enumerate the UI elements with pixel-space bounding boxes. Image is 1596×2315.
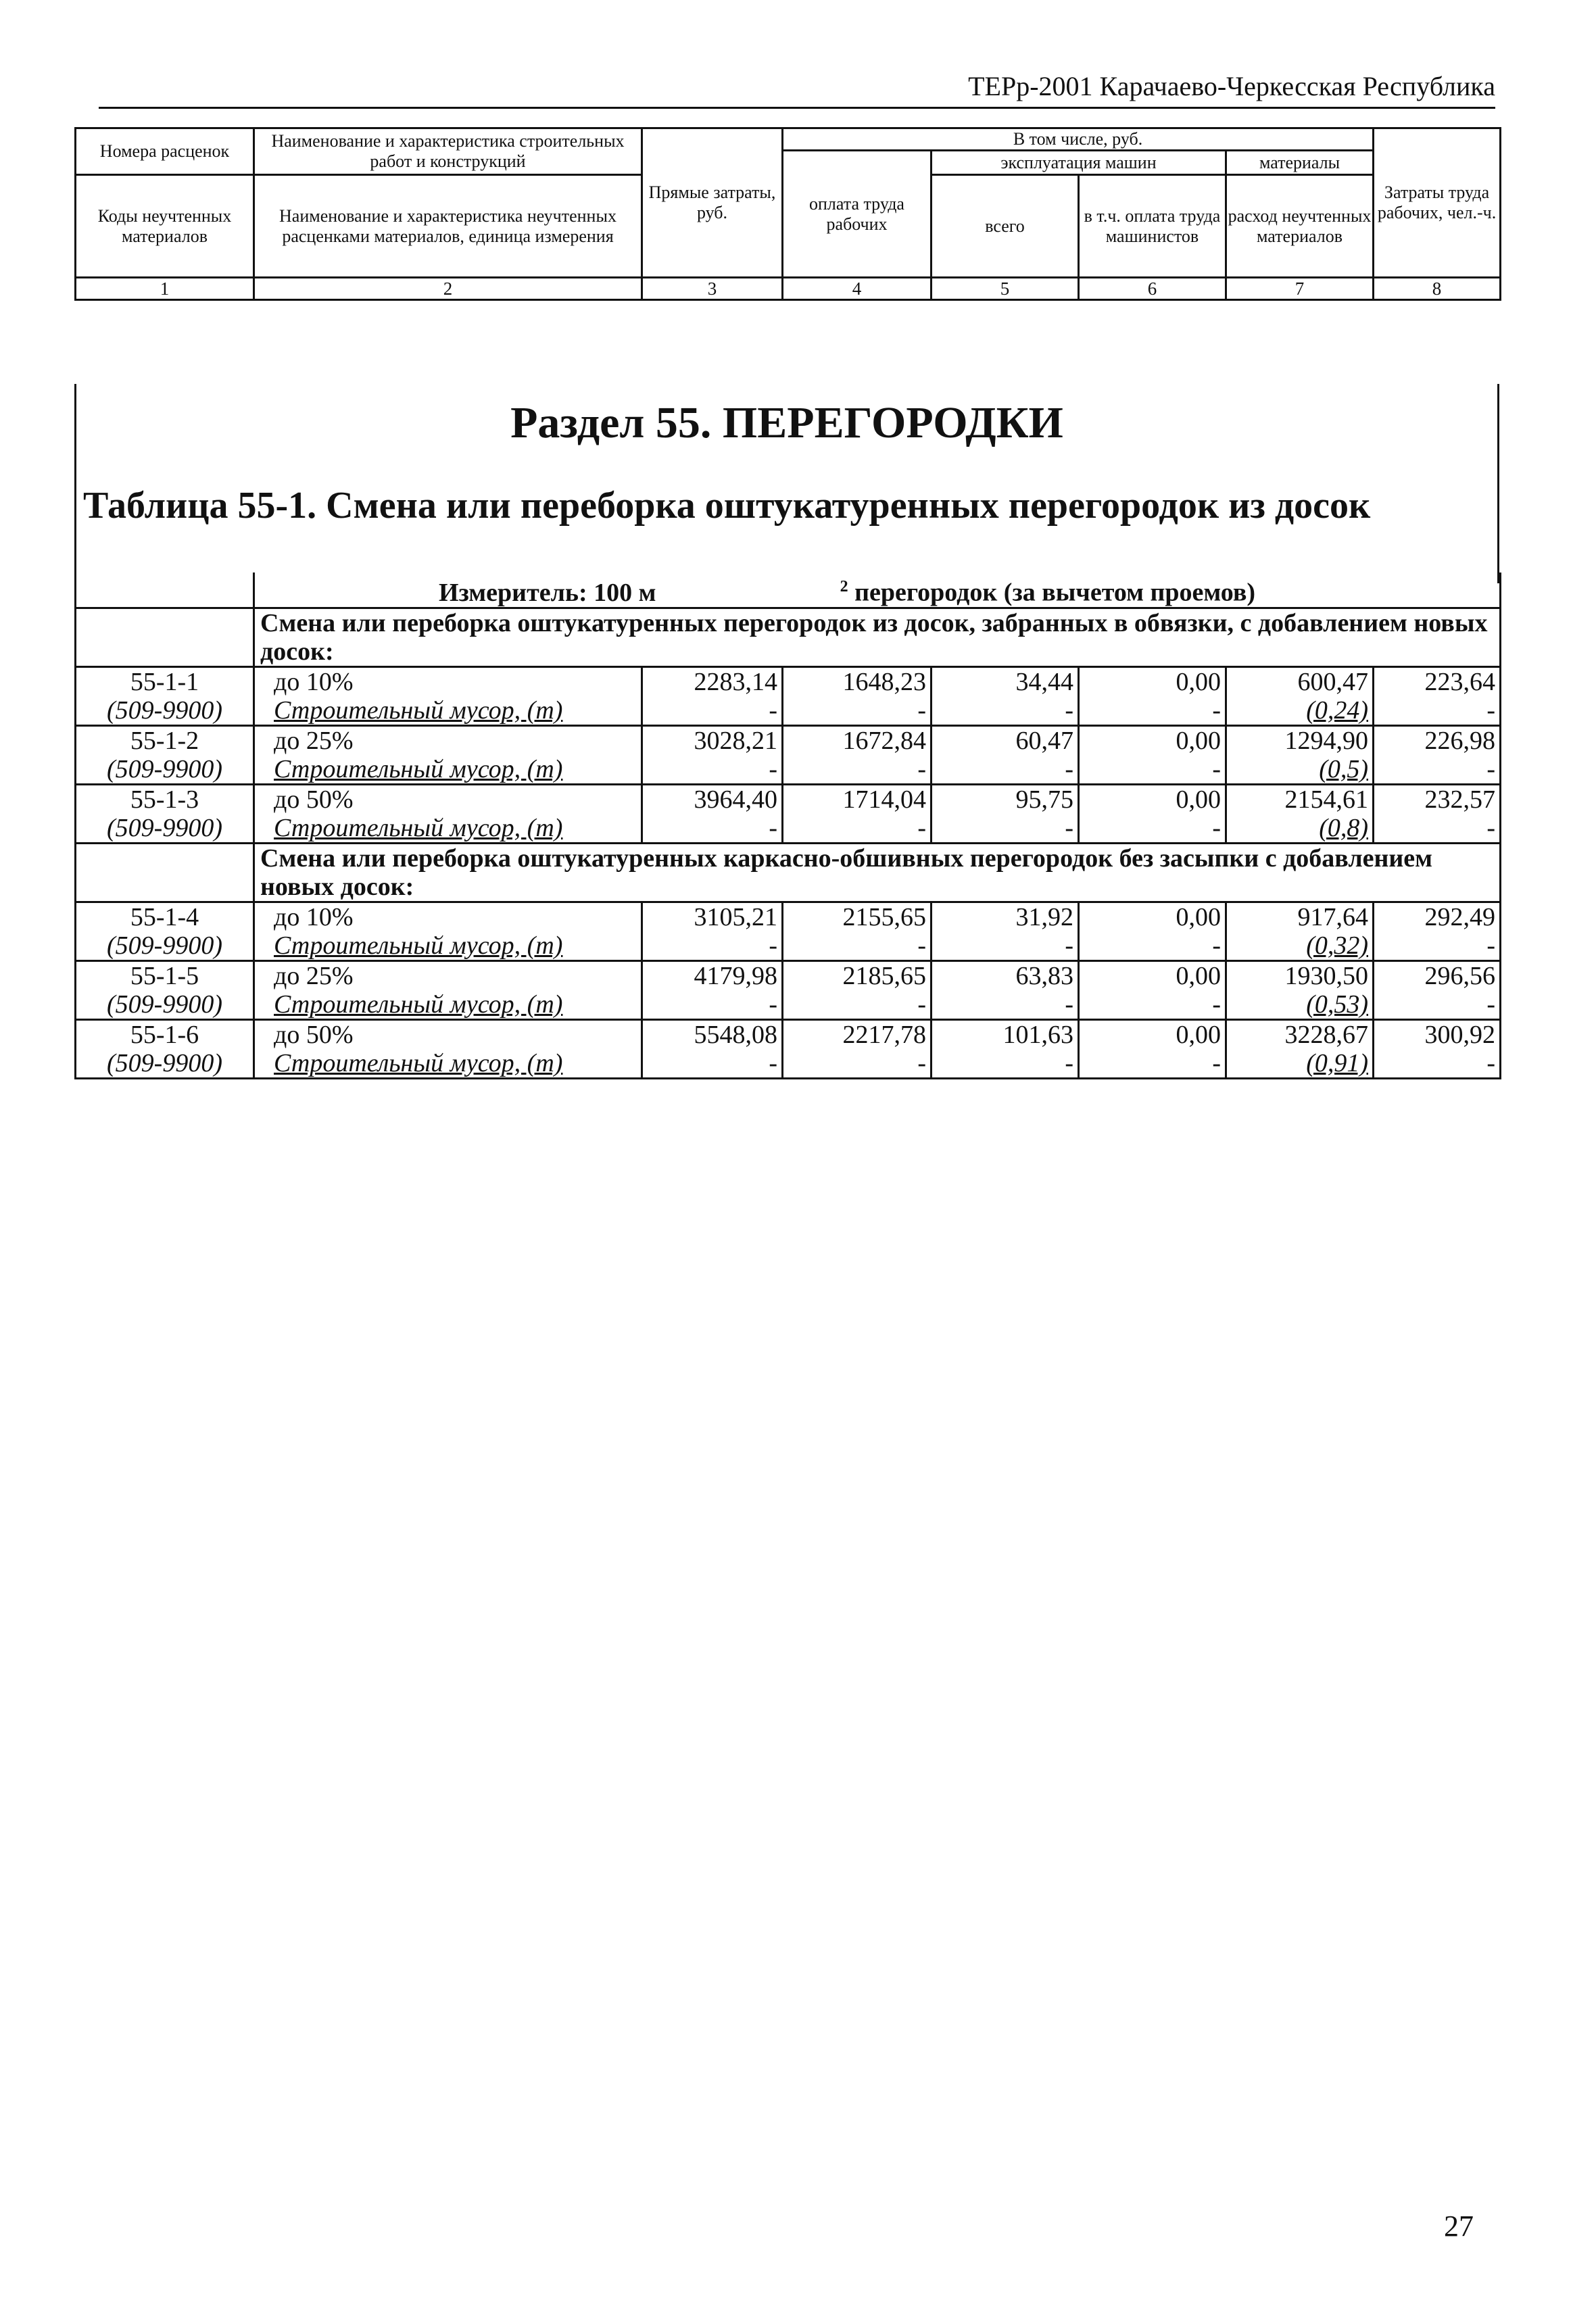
value: 2155,65	[842, 902, 926, 931]
rate-code-cell	[76, 725, 254, 784]
material-value: (0,32)	[1306, 931, 1368, 960]
table-row	[76, 666, 1501, 725]
table-row	[76, 1019, 1501, 1078]
section-title: Раздел 55. ПЕРЕГОРОДКИ	[510, 398, 1063, 447]
rate-code-cell	[76, 960, 254, 1019]
value: 300,92	[1424, 1020, 1496, 1049]
value: 1672,84	[842, 726, 926, 755]
material-value: -	[1486, 813, 1496, 842]
group-header: Смена или переборка оштукатуренных перегородок из досок, забранных в обвязки, с добавлением новых досок:	[254, 608, 1501, 666]
table-row	[76, 902, 1501, 960]
material-value: -	[1065, 990, 1073, 1019]
value: 600,47	[1297, 667, 1368, 696]
value-cell-col5	[932, 960, 1079, 1019]
rate-code: 55-1-2	[130, 726, 199, 755]
value-cell-col7	[1226, 1019, 1374, 1078]
table-title: Таблица 55-1. Смена или переборка оштукатуренных перегородок из досок	[83, 485, 1371, 527]
value: 0,00	[1176, 667, 1221, 696]
value: 226,98	[1424, 726, 1496, 755]
material-value: (0,24)	[1306, 696, 1368, 725]
rate-code-cell	[76, 666, 254, 725]
col-work-name: Наименование и характеристика строительных работ и конструкций	[254, 128, 642, 175]
material-value: -	[1212, 1048, 1221, 1077]
material-value: -	[769, 990, 777, 1019]
material-code: (509-9900)	[107, 931, 222, 960]
material-value: -	[1212, 990, 1221, 1019]
rate-name-cell	[254, 666, 642, 725]
material-name: Строительный мусор, (т)	[274, 754, 563, 783]
value-cell-col4	[783, 784, 932, 843]
value-cell-col8	[1374, 960, 1501, 1019]
material-value: -	[1486, 754, 1496, 783]
value: 3105,21	[694, 902, 777, 931]
rate-name: до 25%	[274, 961, 354, 990]
value: 1648,23	[842, 667, 926, 696]
measure-row	[76, 572, 1501, 608]
material-value: -	[1486, 696, 1496, 725]
value: 2154,61	[1284, 785, 1368, 814]
material-code: (509-9900)	[107, 1048, 222, 1077]
value-cell-col6	[1079, 902, 1226, 960]
rate-name-cell	[254, 1019, 642, 1078]
material-name: Строительный мусор, (т)	[274, 696, 563, 725]
column-numbers-row	[76, 278, 1501, 300]
table-row	[76, 784, 1501, 843]
rate-code: 55-1-4	[130, 902, 199, 931]
value: 0,00	[1176, 785, 1221, 814]
col-rates-number: Номера расценок	[76, 128, 254, 175]
material-code: (509-9900)	[107, 696, 222, 725]
rate-code: 55-1-1	[130, 667, 199, 696]
measure-unit: Измеритель: 100 м $^2$ перегородок (за вычетом проемов)	[254, 572, 1501, 608]
material-value: -	[1065, 1048, 1073, 1077]
col-material-codes: Коды неучтенных материалов	[76, 175, 254, 278]
value-cell-col8	[1374, 902, 1501, 960]
value-cell-col5	[932, 1019, 1079, 1078]
col-num: 2	[254, 278, 642, 300]
group-header-spacer	[76, 608, 254, 666]
col-machines-total: всего	[932, 175, 1079, 278]
value-cell-col5	[932, 784, 1079, 843]
value-cell-col8	[1374, 1019, 1501, 1078]
col-num: 5	[932, 278, 1079, 300]
value: 60,47	[1015, 726, 1073, 755]
value: 2217,78	[842, 1020, 926, 1049]
col-num: 8	[1374, 278, 1501, 300]
material-value: -	[769, 696, 777, 725]
material-code: (509-9900)	[107, 813, 222, 842]
value-cell-col5	[932, 725, 1079, 784]
rate-name: до 10%	[274, 902, 354, 931]
material-value: -	[1065, 813, 1073, 842]
col-operator-wages: в т.ч. оплата труда машинистов	[1079, 175, 1226, 278]
material-value: -	[1212, 754, 1221, 783]
col-num: 3	[642, 278, 783, 300]
material-value: -	[1065, 696, 1073, 725]
value: 1714,04	[842, 785, 926, 814]
material-value: -	[1486, 931, 1496, 960]
material-value: (0,53)	[1306, 990, 1368, 1019]
value: 2185,65	[842, 961, 926, 990]
value: 223,64	[1424, 667, 1496, 696]
rate-code-cell	[76, 1019, 254, 1078]
rate-name: до 50%	[274, 1020, 354, 1049]
material-value: -	[1212, 931, 1221, 960]
rate-code-cell	[76, 784, 254, 843]
material-code: (509-9900)	[107, 754, 222, 783]
value-cell-col4	[783, 666, 932, 725]
col-num: 6	[1079, 278, 1226, 300]
col-material-name: Наименование и характеристика неучтенных расценками материалов, единица измерения	[254, 175, 642, 278]
material-value: -	[917, 696, 926, 725]
value-cell-col6	[1079, 784, 1226, 843]
value-cell-col8	[1374, 784, 1501, 843]
value-cell-col3	[642, 725, 783, 784]
group-header-spacer	[76, 843, 254, 902]
value: 0,00	[1176, 726, 1221, 755]
value-cell-col8	[1374, 725, 1501, 784]
material-value: -	[1065, 931, 1073, 960]
rate-code: 55-1-3	[130, 785, 199, 814]
value-cell-col6	[1079, 725, 1226, 784]
value-cell-col6	[1079, 666, 1226, 725]
value-cell-col5	[932, 666, 1079, 725]
value-cell-col3	[642, 960, 783, 1019]
value-cell-col4	[783, 1019, 932, 1078]
rate-code: 55-1-6	[130, 1020, 199, 1049]
material-value: -	[917, 813, 926, 842]
value: 101,63	[1002, 1020, 1073, 1049]
col-materials: материалы	[1226, 151, 1374, 175]
running-header	[99, 68, 1495, 109]
value-cell-col3	[642, 1019, 783, 1078]
value: 0,00	[1176, 902, 1221, 931]
material-name: Строительный мусор, (т)	[274, 990, 563, 1019]
col-wages: оплата труда рабочих	[783, 151, 932, 278]
material-name: Строительный мусор, (т)	[274, 1048, 563, 1077]
col-group-including: В том числе, руб.	[783, 128, 1374, 151]
material-value: (0,8)	[1319, 813, 1368, 842]
rate-name-cell	[254, 960, 642, 1019]
material-value: -	[1212, 696, 1221, 725]
value-cell-col4	[783, 960, 932, 1019]
rate-name: до 25%	[274, 726, 354, 755]
value: 917,64	[1297, 902, 1368, 931]
value: 1294,90	[1284, 726, 1368, 755]
value-cell-col4	[783, 725, 932, 784]
material-value: -	[917, 931, 926, 960]
value-cell-col8	[1374, 666, 1501, 725]
value: 0,00	[1176, 961, 1221, 990]
material-name: Строительный мусор, (т)	[274, 931, 563, 960]
value: 4179,98	[694, 961, 777, 990]
value: 63,83	[1015, 961, 1073, 990]
value: 3228,67	[1284, 1020, 1368, 1049]
value: 0,00	[1176, 1020, 1221, 1049]
value-cell-col3	[642, 666, 783, 725]
table-row	[76, 960, 1501, 1019]
section-frame	[74, 384, 1499, 583]
value-cell-col7	[1226, 666, 1374, 725]
value-cell-col6	[1079, 1019, 1226, 1078]
col-labor-hours: Затраты труда рабочих, чел.-ч.	[1374, 128, 1501, 278]
value: 5548,08	[694, 1020, 777, 1049]
material-value: (0,91)	[1306, 1048, 1368, 1077]
col-material-consumption: расход неучтенных материалов	[1226, 175, 1374, 278]
material-value: -	[769, 1048, 777, 1077]
value-cell-col7	[1226, 725, 1374, 784]
column-header-table	[74, 127, 1501, 301]
value-cell-col3	[642, 784, 783, 843]
col-num: 1	[76, 278, 254, 300]
group-header: Смена или переборка оштукатуренных каркасно-обшивных перегородок без засыпки с добавлением новых досок:	[254, 843, 1501, 902]
group-header-row	[76, 608, 1501, 666]
value: 3028,21	[694, 726, 777, 755]
rate-name: до 10%	[274, 667, 354, 696]
rate-name: до 50%	[274, 785, 354, 814]
value-cell-col7	[1226, 960, 1374, 1019]
rate-name-cell	[254, 902, 642, 960]
material-value: -	[917, 754, 926, 783]
value: 95,75	[1015, 785, 1073, 814]
page-number: 27	[1444, 2210, 1474, 2243]
material-value: -	[1486, 1048, 1496, 1077]
value: 2283,14	[694, 667, 777, 696]
rate-name-cell	[254, 725, 642, 784]
value-cell-col7	[1226, 902, 1374, 960]
value: 1930,50	[1284, 961, 1368, 990]
material-value: -	[769, 754, 777, 783]
col-machines: эксплуатация машин	[932, 151, 1226, 175]
table-row	[76, 725, 1501, 784]
col-direct-costs: Прямые затраты, руб.	[642, 128, 783, 278]
material-value: -	[917, 1048, 926, 1077]
material-value: -	[1486, 990, 1496, 1019]
material-value: (0,5)	[1319, 754, 1368, 783]
value-cell-col4	[783, 902, 932, 960]
material-value: -	[769, 813, 777, 842]
value: 3964,40	[694, 785, 777, 814]
material-value: -	[917, 990, 926, 1019]
material-value: -	[1212, 813, 1221, 842]
col-num: 7	[1226, 278, 1374, 300]
rate-code-cell	[76, 902, 254, 960]
value: 34,44	[1015, 667, 1073, 696]
value-cell-col5	[932, 902, 1079, 960]
col-num: 4	[783, 278, 932, 300]
material-code: (509-9900)	[107, 990, 222, 1019]
group-header-row	[76, 843, 1501, 902]
value-cell-col3	[642, 902, 783, 960]
value-cell-col6	[1079, 960, 1226, 1019]
value: 31,92	[1015, 902, 1073, 931]
running-header-title: ТЕРр-2001 Карачаево-Черкесская Республика	[968, 71, 1495, 101]
rates-table	[74, 572, 1501, 1079]
value: 232,57	[1424, 785, 1496, 814]
material-name: Строительный мусор, (т)	[274, 813, 563, 842]
value-cell-col7	[1226, 784, 1374, 843]
value: 296,56	[1424, 961, 1496, 990]
rate-name-cell	[254, 784, 642, 843]
rate-code: 55-1-5	[130, 961, 199, 990]
material-value: -	[769, 931, 777, 960]
value: 292,49	[1424, 902, 1496, 931]
material-value: -	[1065, 754, 1073, 783]
